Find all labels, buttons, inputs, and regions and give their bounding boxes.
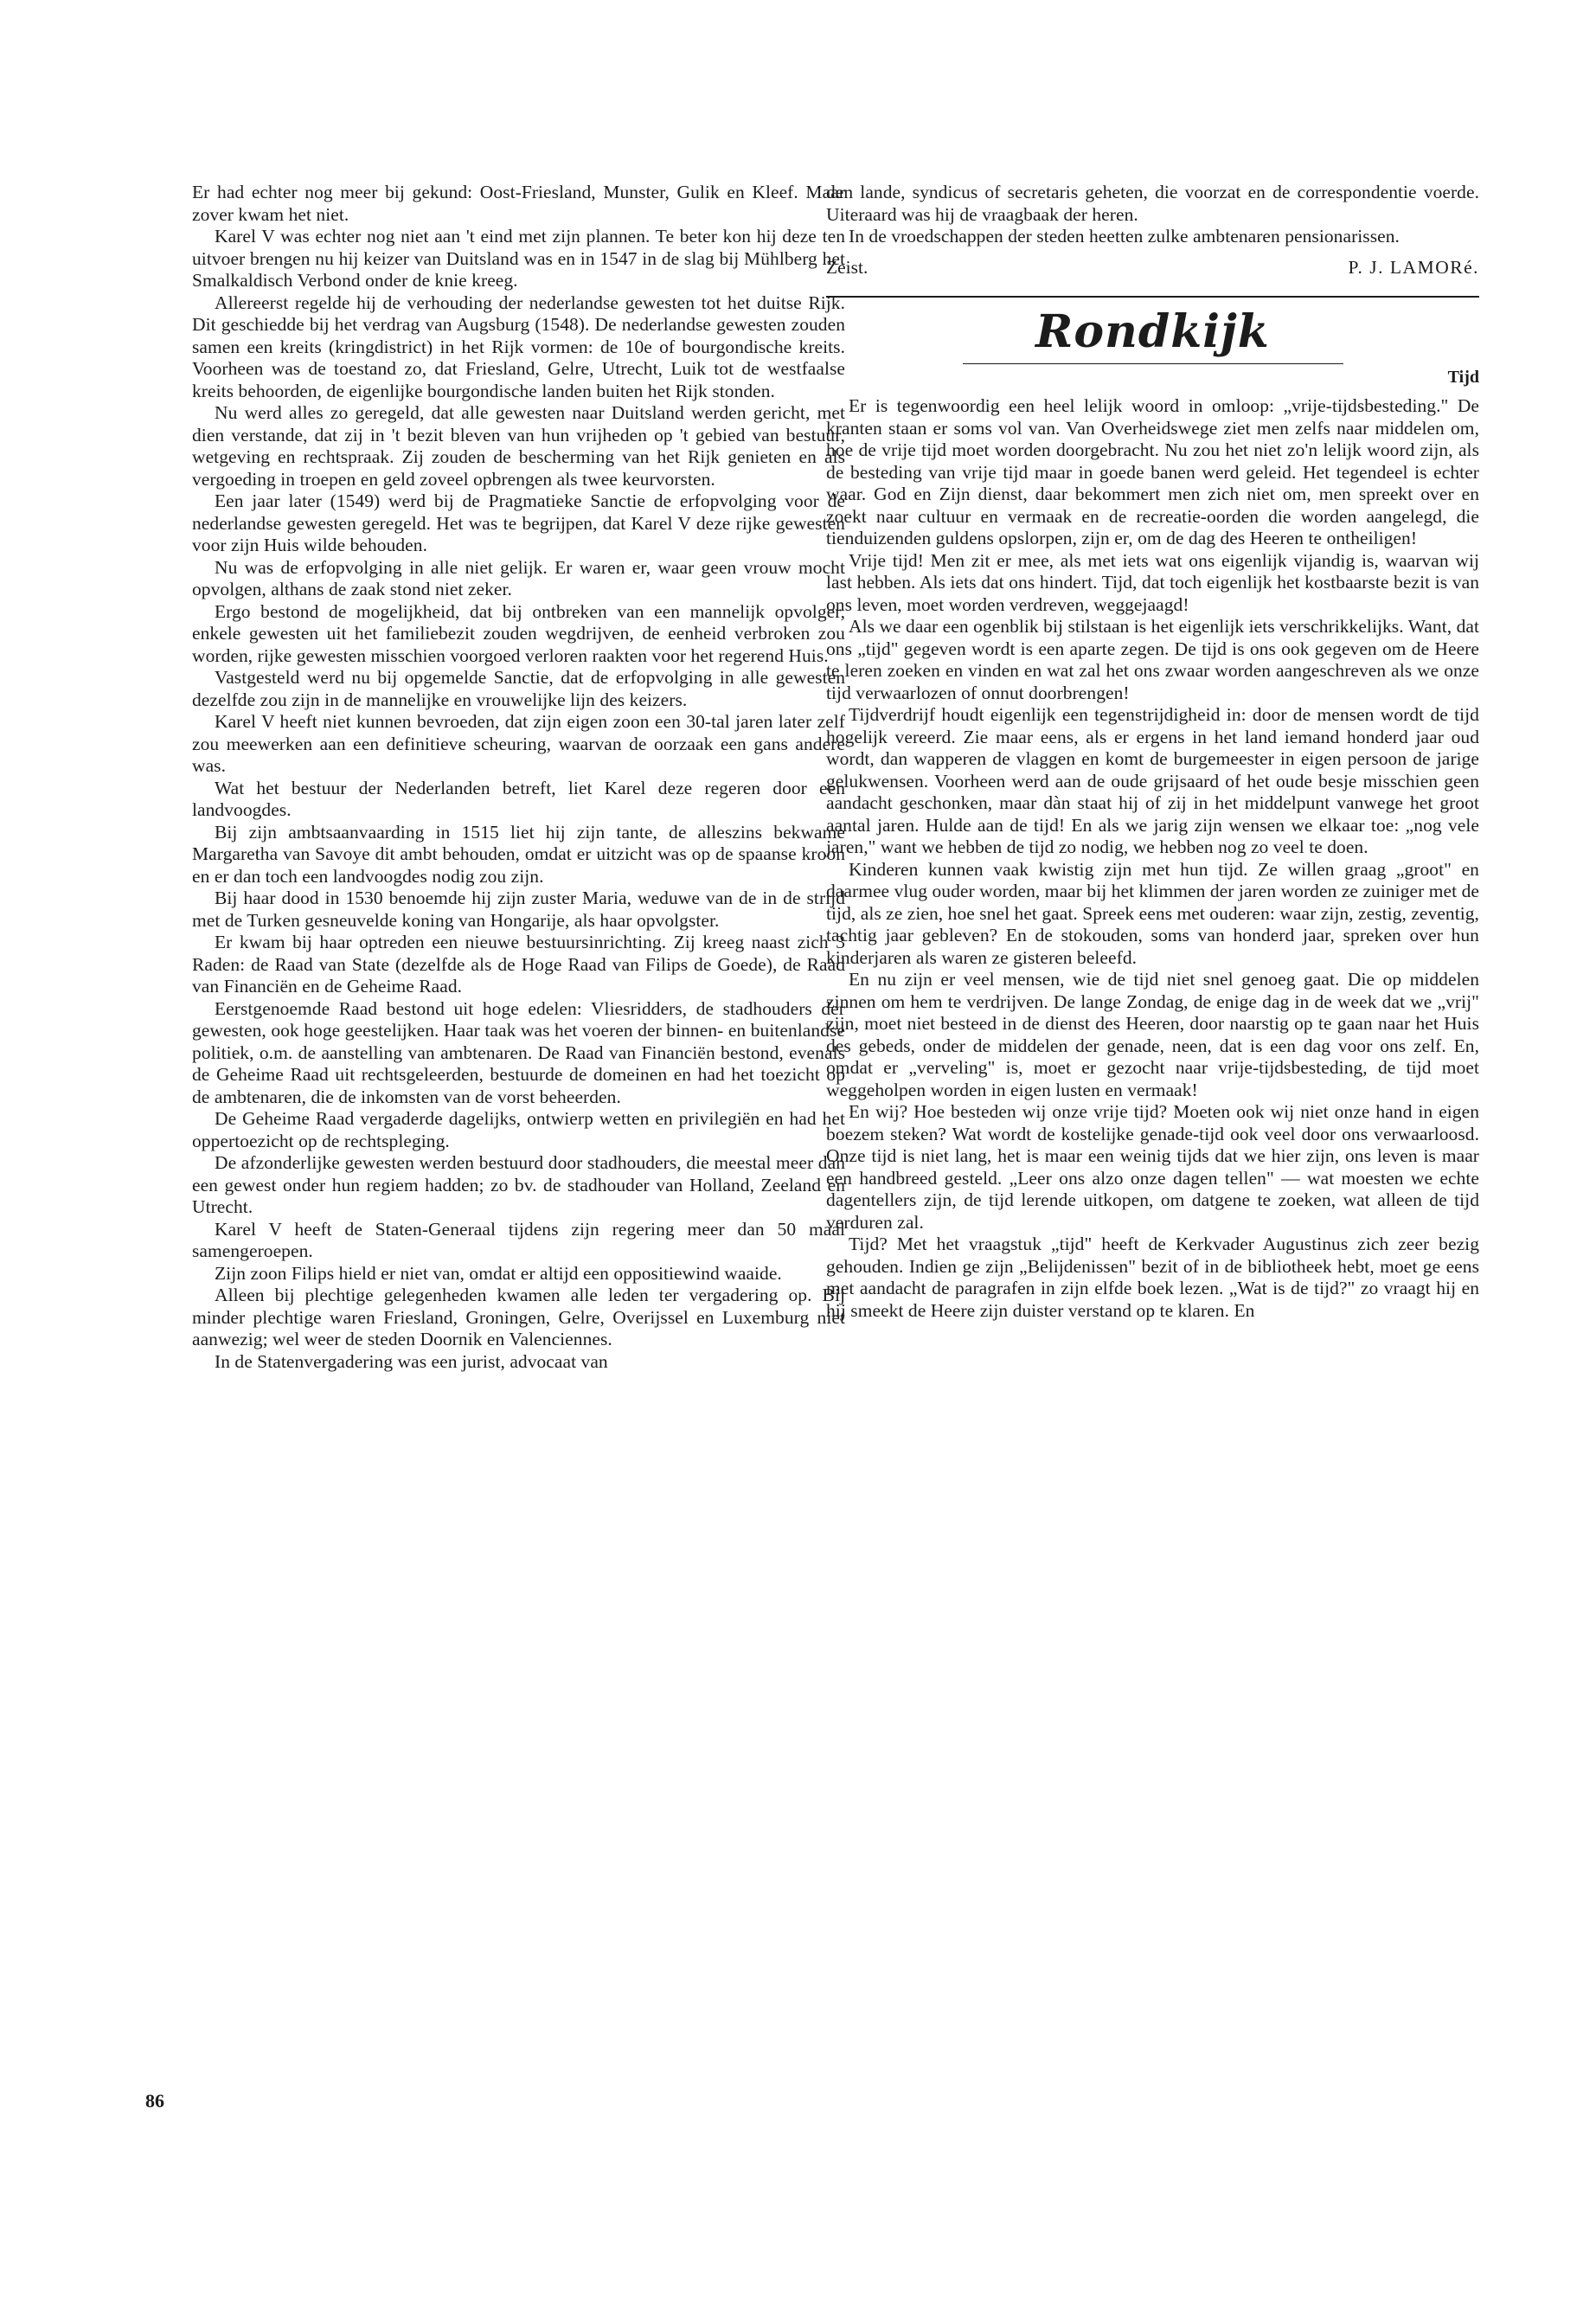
paragraph: Karel V heeft de Staten-Generaal tijdens zijn regering meer dan 50 maal samengeroepen. <box>192 1218 845 1261</box>
paragraph: De afzonderlijke gewesten werden bestuurd door stadhouders, die meestal meer dan een gewest onder hun regiem hadden; zo bv. de stadhouder van Holland, Zeeland en Utrecht. <box>192 1152 845 1217</box>
title-underline <box>963 363 1343 364</box>
paragraph: Wat het bestuur der Nederlanden betreft, liet Karel deze regeren door een landvoogdes. <box>192 777 845 820</box>
paragraph: Vastgesteld werd nu bij opgemelde Sanctie, dat de erfopvolging in alle gewesten dezelfde zou zijn in de mannelijke en vrouwelijke lijn des keizers. <box>192 667 845 710</box>
paragraph: Allereerst regelde hij de verhouding der nederlandse gewesten tot het duitse Rijk. Dit geschiedde bij het verdrag van Augsburg (1548). De nederlandse gewesten zouden samen een kreits (kringdistrict) in het Rijk vormen: de 10e of bourgondische kreits. Voorheen was de toestand zo, dat Friesland, Gelre, Utrecht, Luik tot de westfaalse kreits behoorden, de eigenlijke bourgondische landen buiten het Rijk stonden. <box>192 292 845 401</box>
paragraph: En nu zijn er veel mensen, wie de tijd niet snel genoeg gaat. Die op middelen zinnen om hem te verdrijven. De lange Zondag, de enige dag in de week dat we „vrij" zijn, moet niet besteed in de dienst des Heeren, door naarstig op te gaan naar het Huis des gebeds, onder de middelen der genade, neen, dat is een dag voor ons zelf. En, omdat er „verveling" is, moet er gezocht naar vrije-tijdsbesteding, de tijd moet weggeholpen worden in eigen lusten en vermaak! <box>826 969 1479 1100</box>
paragraph: In de Statenvergadering was een jurist, advocaat van <box>215 1350 608 1372</box>
paragraph: Er had echter nog meer bij gekund: Oost-Friesland, Munster, Gulik en Kleef. Maar zover kwam het niet. <box>192 182 845 225</box>
paragraph: Alleen bij plechtige gelegenheden kwamen alle leden ter vergadering op. Bij minder plechtige waren Friesland, Groningen, Gelre, Overijssel en Luxemburg niet aanwezig; wel weer de steden Doornik en Valenciennes. <box>192 1285 845 1349</box>
article-subhead: Tijd <box>1447 368 1479 387</box>
paragraph: En wij? Hoe besteden wij onze vrije tijd? Moeten ook wij niet onze hand in eigen boezem steken? Wat wordt de kostelijke genade-tijd ook veel door ons verwaarloosd. Onze tijd is niet lang, het is maar een weinig tijds dat we hier zijn, ons leven is maar een handbreed gesteld. „Leer ons alzo onze dagen tellen" — wat moesten we echte dagentellers zijn, de tijd lerende uitkopen, om datgene te zoeken, wat alleen de tijd verduren zal. <box>826 1101 1479 1233</box>
paragraph: Vrije tijd! Men zit er mee, als met iets wat ons eigenlijk vijandig is, waarvan wij last hebben. Als iets dat ons hindert. Tijd, dat toch eigenlijk het kostbaarste bezit is van ons leven, moet worden verdreven, weggejaagd! <box>826 549 1479 615</box>
paragraph: Kinderen kunnen vaak kwistig zijn met hun tijd. Ze willen graag „groot" en daarmee vlug ouder worden, maar bij het klimmen der jaren worden ze zuiniger met de tijd, als ze zien, hoe snel het gaat. Spreek eens met ouderen: waar zijn, zestig, zeventig, tachtig jaar gebleven? En de stokouden, soms van honderd jaar, spreken over hun kinderjaren als waren ze gisteren beleefd. <box>826 858 1479 968</box>
signature-place: Zeist. <box>826 256 869 278</box>
paragraph: den lande, syndicus of secretaris geheten, die voorzat en de correspondentie voerde. Uiteraard was hij de vraagbaak der heren. <box>826 182 1479 225</box>
paragraph: Eerstgenoemde Raad bestond uit hoge edelen: Vliesridders, de stadhouders der gewesten, ook hoge geestelijken. Haar taak was het voeren der binnen- en buitenlandse politiek, o.m. de aanstelling van ambtenaren. De Raad van Financiën bestond, evenals de Geheime Raad uit rechtsgeleerden, bestuurde de domeinen en had het toezicht op de ambtenaren, die de inkomsten van de vorst beheerden. <box>192 997 845 1107</box>
article-signature <box>826 257 1479 279</box>
paragraph: Nu werd alles zo geregeld, dat alle gewesten naar Duitsland werden gericht, met dien verstande, dat zij in 't bezit bleven van hun vrijheden op 't gebied van bestuur, wetgeving en rechtspraak. Zij zouden de bescherming van het Rijk genieten en als vergoeding in troepen en geld zoveel opbrengen als twee keurvorsten. <box>192 402 845 490</box>
paragraph: Karel V was echter nog niet aan 't eind met zijn plannen. Te beter kon hij deze ten uitvoer brengen nu hij keizer van Duitsland was en in 1547 in de slag bij Mühlberg het Smalkaldisch Verbond onder de knie kreeg. <box>192 226 845 291</box>
paragraph: Tijd? Met het vraagstuk „tijd" heeft de Kerkvader Augustinus zich zeer bezig gehouden. Indien ge zijn „Belijdenissen" bezit of in de bibliotheek hebt, moet ge eens met aandacht de paragrafen in zijn elfde boek lezen. „Wat is de tijd?" zo vraagt hij en hij smeekt de Heere zijn duister verstand op te klaren. En <box>826 1234 1479 1321</box>
paragraph: Een jaar later (1549) werd bij de Pragmatieke Sanctie de erfopvolging voor de nederlandse gewesten geregeld. Het was te begrijpen, dat Karel V deze rijke gewesten voor zijn Huis wilde behouden. <box>192 490 845 555</box>
paragraph: Nu was de erfopvolging in alle niet gelijk. Er waren er, waar geen vrouw mocht opvolgen, althans de zaak stond niet zeker. <box>192 556 845 599</box>
paragraph: Karel V heeft niet kunnen bevroeden, dat zijn eigen zoon een 30-tal jaren later zelf zou meewerken aan een definitieve scheuring, waarvan de oorzaak een gans andere was. <box>192 711 845 776</box>
paragraph: Er kwam bij haar optreden een nieuwe bestuursinrichting. Zij kreeg naast zich 3 Raden: de Raad van State (dezelfde als de Hoge Raad van Filips de Goede), de Raad van Financiën en de Geheime Raad. <box>192 932 845 997</box>
left-column <box>192 182 845 1373</box>
page-number: 86 <box>145 2090 164 2112</box>
paragraph: Als we daar een ogenblik bij stilstaan is het eigenlijk iets verschrikkelijks. Want, dat ons „tijd" gegeven wordt is een aparte zegen. De tijd is ons ook gegeven om de Heere te leren zoeken en vinden en wat zal het ons zwaar worden aangeschreven als we onze tijd verwaarlozen of onnut doorbrengen! <box>826 616 1479 703</box>
paragraph: In de vroedschappen der steden heetten zulke ambtenaren pensionarissen. <box>849 226 1400 247</box>
paragraph: Zijn zoon Filips hield er niet van, omdat er altijd een oppositiewind waaide. <box>215 1262 782 1284</box>
paragraph: De Geheime Raad vergaderde dagelijks, ontwierp wetten en privilegiën en had het oppertoezicht op de rechtspleging. <box>192 1108 845 1151</box>
section-divider <box>826 296 1479 298</box>
paragraph: Tijdverdrijf houdt eigenlijk een tegenstrijdigheid in: door de mensen wordt de tijd hogelijk vereerd. Zie maar eens, als er ergens in het land iemand honderd jaar oud wordt, dan wapperen de vlaggen en komt de burgemeester in eigen persoon de jarige gelukwensen. Voorheen werd aan de oude grijsaard of het oude besje misschien geen aandacht geschonken, maar dàn staat hij of zij in het middelpunt vanwege het groot aantal jaren. Hulde aan de tijd! En als we jarig zijn wensen we elkaar toe: „nog vele jaren," want we hebben de tijd zo nodig, we hebben nog zo veel te doen. <box>826 704 1479 857</box>
right-column <box>826 182 1479 1322</box>
paragraph: Bij haar dood in 1530 benoemde hij zijn zuster Maria, weduwe van de in de strijd met de Turken gesneuvelde koning van Hongarije, als haar opvolgster. <box>192 888 845 931</box>
paragraph: Bij zijn ambtsaanvaarding in 1515 liet hij zijn tante, de alleszins bekwame Margaretha van Savoye dit ambt behouden, omdat er uitzicht was op de spaanse kroon en er dan toch een landvoogdes nodig zou zijn. <box>192 821 845 887</box>
section-title: Rondkijk <box>1035 305 1270 358</box>
signature-author: P. J. LAMORé. <box>1348 256 1479 278</box>
paragraph: Ergo bestond de mogelijkheid, dat bij ontbreken van een mannelijk opvolger, enkele gewesten uit het familiebezit zouden wegdrijven, de eenheid verbroken zou worden, rijke gewesten misschien voorgoed verloren raakten voor het regerend Huis. <box>192 600 845 666</box>
paragraph: Er is tegenwoordig een heel lelijk woord in omloop: „vrije-tijdsbesteding." De kranten staan er soms vol van. Van Overheidswege ziet men zelfs naar middelen om, hoe de vrije tijd moet worden doorgebracht. Nu zou het niet zo'n lelijk woord zijn, als de besteding van vrije tijd maar in goede banen werd geleid. Het tegendeel is echter waar. God en Zijn dienst, daar bekommert men zich niet om, men spreekt over en zoekt naar cultuur en vermaak en de recreatie-oorden die worden aangelegd, die tienduizenden guldens opslorpen, zijn er, om de dag des Heeren te ontheiligen! <box>826 395 1479 548</box>
